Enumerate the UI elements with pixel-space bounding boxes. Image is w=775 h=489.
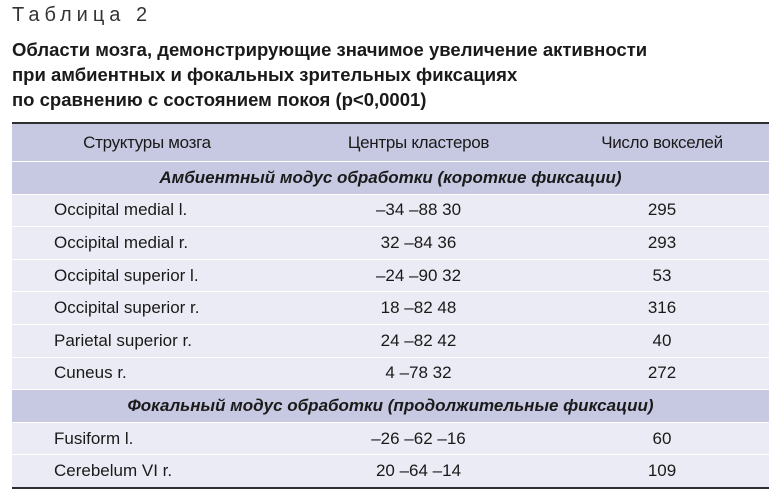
cell-voxels: 53 xyxy=(652,265,672,285)
title-line: при амбиентных и фокальных зрительных фиксациях xyxy=(12,64,518,85)
column-header-voxels: Число вокселей xyxy=(601,132,723,152)
table-label: Таблица 2 xyxy=(12,4,153,26)
table-title xyxy=(12,37,772,112)
cell-voxels: 272 xyxy=(647,363,677,383)
table-header xyxy=(12,122,769,161)
cell-centers: 18 –82 48 xyxy=(380,298,457,318)
cell-voxels: 295 xyxy=(647,200,677,220)
table-row xyxy=(12,226,769,259)
cell-centers: 4 –78 32 xyxy=(385,363,452,383)
cell-centers: –34 –88 30 xyxy=(375,200,462,220)
title-line: по сравнению с состоянием покоя (p<0,0001) xyxy=(12,89,427,110)
cell-structure: Parietal superior r. xyxy=(54,330,192,350)
cell-centers: 24 –82 42 xyxy=(380,330,457,350)
column-header-centers: Центры кластеров xyxy=(347,132,490,152)
table-row xyxy=(12,194,769,227)
cell-centers: 20 –64 –14 xyxy=(375,461,462,481)
table-row xyxy=(12,422,769,455)
cell-centers: –24 –90 32 xyxy=(375,265,462,285)
data-table xyxy=(12,122,769,489)
table-row xyxy=(12,291,769,324)
cell-voxels: 316 xyxy=(647,298,677,318)
cell-structure: Fusiform l. xyxy=(54,428,134,448)
cell-structure: Occipital medial l. xyxy=(54,200,188,220)
cell-structure: Occipital medial r. xyxy=(54,232,189,252)
section-header-focal: Фокальный модус обработки (продолжительные фиксации) xyxy=(12,389,769,422)
cell-centers: –26 –62 –16 xyxy=(371,428,466,448)
table-row xyxy=(12,357,769,390)
cell-voxels: 40 xyxy=(652,330,672,350)
table-row xyxy=(12,454,769,487)
table-row xyxy=(12,324,769,357)
cell-structure: Cuneus r. xyxy=(54,363,127,383)
cell-voxels: 109 xyxy=(647,461,677,481)
cell-structure: Occipital superior l. xyxy=(54,265,199,285)
section-header-ambient: Амбиентный модус обработки (короткие фиксации) xyxy=(12,161,769,194)
column-header-structure: Структуры мозга xyxy=(83,132,211,152)
cell-structure: Cerebelum VI r. xyxy=(54,461,173,481)
cell-structure: Occipital superior r. xyxy=(54,298,200,318)
cell-centers: 32 –84 36 xyxy=(380,232,457,252)
table-row xyxy=(12,259,769,292)
cell-voxels: 293 xyxy=(647,232,677,252)
cell-voxels: 60 xyxy=(652,428,672,448)
title-line: Области мозга, демонстрирующие значимое увеличение активности xyxy=(12,39,648,60)
